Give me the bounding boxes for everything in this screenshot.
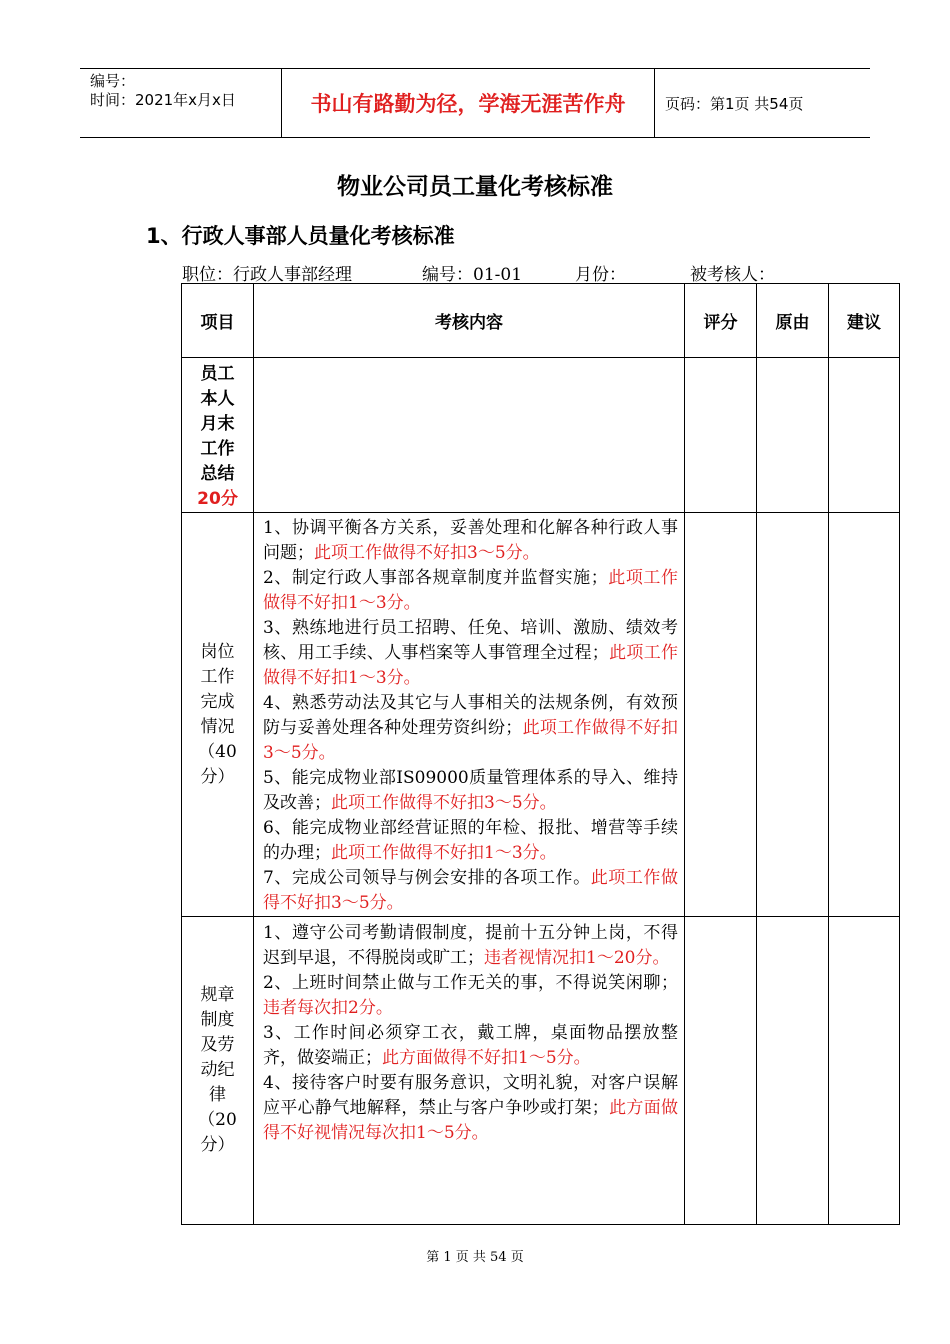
list-item: 5、能完成物业部IS09000质量管理体系的导入、维持及改善；此项工作做得不好扣3～5分。 <box>263 768 678 813</box>
list-item: 1、遵守公司考勤请假制度，提前十五分钟上岗，不得迟到早退，不得脱岗或旷工；违者视情况扣1～20分。 <box>263 923 678 968</box>
reason-cell[interactable] <box>757 917 829 1225</box>
assessment-meta <box>182 260 882 285</box>
list-item: 1、协调平衡各方关系，妥善处理和化解各种行政人事问题；此项工作做得不好扣3～5分。 <box>263 518 678 563</box>
table-row <box>182 917 900 1225</box>
score-cell[interactable] <box>685 917 757 1225</box>
list-item: 6、能完成物业部经营证照的年检、报批、增营等手续的办理；此项工作做得不好扣1～3分。 <box>263 818 678 863</box>
list-item: 4、接待客户时要有服务意识，文明礼貌，对客户误解应平心静气地解释，禁止与客户争吵或打架；此方面做得不好视情况每次扣1～5分。 <box>263 1073 679 1143</box>
item-score: 20分 <box>197 489 238 509</box>
header-time-label: 时间：2021年x月x日 <box>90 91 236 109</box>
list-item: 2、制定行政人事部各规章制度并监督实施；此项工作做得不好扣1～3分。 <box>263 568 678 613</box>
page-header <box>80 68 870 138</box>
section-title: 1、行政人事部人员量化考核标准 <box>146 224 455 248</box>
list-item: 4、熟悉劳动法及其它与人事相关的法规条例，有效预防与妥善处理各种处理劳资纠纷；此项工作做得不好扣3～5分。 <box>263 693 679 763</box>
list-item: 7、完成公司领导与例会安排的各项工作。此项工作做得不好扣3～5分。 <box>263 868 678 913</box>
assessment-table <box>181 283 900 1225</box>
table-header-row <box>182 284 900 358</box>
row-content <box>254 358 685 513</box>
header-score: 评分 <box>685 284 757 358</box>
suggestion-cell[interactable] <box>829 917 900 1225</box>
item-label: 员工本人月末工作总结 <box>200 364 235 484</box>
row-item-discipline: 规章制度及劳动纪律（20分） <box>182 917 254 1225</box>
header-item: 项目 <box>182 284 254 358</box>
list-item: 3、工作时间必须穿工衣，戴工牌，桌面物品摆放整齐，做姿端正；此方面做得不好扣1～5分。 <box>263 1023 678 1068</box>
page-footer: 第 1 页 共 54 页 <box>426 1250 524 1265</box>
meta-month: 月份： <box>575 265 626 285</box>
meta-assessee: 被考核人： <box>690 265 775 285</box>
header-page-info: 页码：第1页 共54页 <box>665 94 804 113</box>
header-suggestion: 建议 <box>829 284 900 358</box>
table-row <box>182 358 900 513</box>
header-meta <box>80 69 282 137</box>
score-cell[interactable] <box>685 358 757 513</box>
reason-cell[interactable] <box>757 358 829 513</box>
row-item-summary <box>182 358 254 513</box>
score-cell[interactable] <box>685 513 757 917</box>
header-motto: 书山有路勤为径，学海无涯苦作舟 <box>282 69 655 137</box>
suggestion-cell[interactable] <box>829 513 900 917</box>
reason-cell[interactable] <box>757 513 829 917</box>
meta-number: 编号：01-01 <box>422 265 523 285</box>
row-content <box>254 513 685 917</box>
list-item: 3、熟练地进行员工招聘、任免、培训、激励、绩效考核、用工手续、人事档案等人事管理全过程；此项工作做得不好扣1～3分。 <box>263 618 679 688</box>
table-row <box>182 513 900 917</box>
header-code-label: 编号： <box>90 72 136 90</box>
suggestion-cell[interactable] <box>829 358 900 513</box>
document-title: 物业公司员工量化考核标准 <box>337 174 613 200</box>
row-item-duties: 岗位工作完成情况（40分） <box>182 513 254 917</box>
row-content <box>254 917 685 1225</box>
header-reason: 原由 <box>757 284 829 358</box>
list-item: 2、上班时间禁止做与工作无关的事，不得说笑闲聊；违者每次扣2分。 <box>263 973 678 1018</box>
meta-position: 职位：行政人事部经理 <box>182 265 352 285</box>
header-content: 考核内容 <box>254 284 685 358</box>
